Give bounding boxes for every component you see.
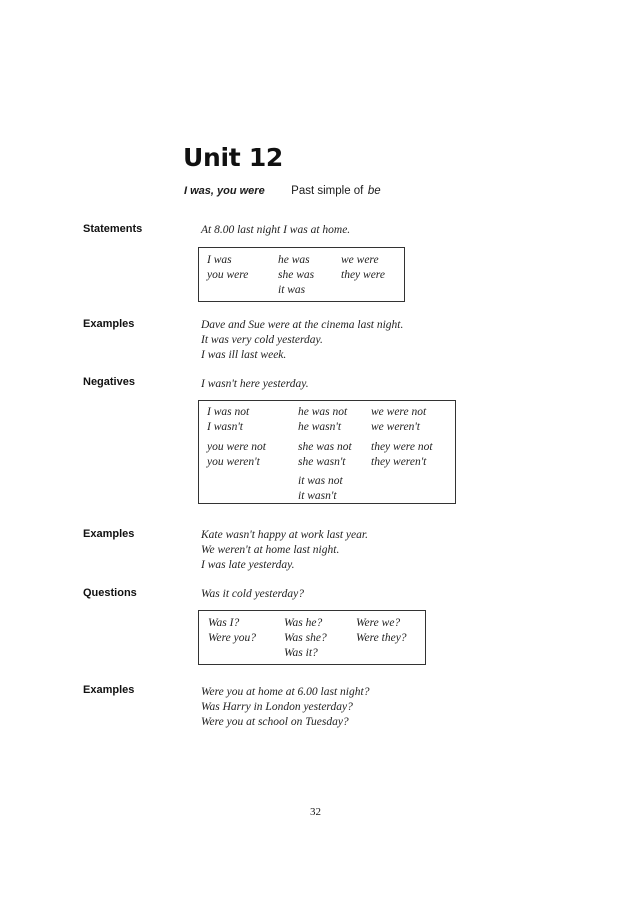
subtitle-be: be [367,185,381,197]
page-subtitle [184,181,381,199]
examples-label-1: Examples [83,318,135,330]
subtitle-plain: Past simple of [291,185,364,197]
questions-col3: Were we? Were they? [356,617,407,644]
questions-label: Questions [83,587,137,599]
questions-table [198,610,426,665]
negatives-row2-col1: you were not you weren't [207,441,266,468]
statements-label: Statements [83,223,143,235]
statements-col2: he was she was it was [278,254,315,296]
negatives-row3-col2: it was not it wasn't [298,475,343,502]
examples-label-3: Examples [83,684,135,696]
examples-list-2: Kate wasn't happy at work last year. We weren't at home last night. I was late yesterday. [201,529,368,571]
statements-intro: At 8.00 last night I was at home. [201,224,351,236]
negatives-intro: I wasn't here yesterday. [201,378,309,390]
negatives-row1-col1: I was not I wasn't [207,406,250,433]
page-title: Unit 12 [183,143,284,172]
questions-col1: Was I? Were you? [208,617,257,644]
negatives-row1-col2: he was not he wasn't [298,406,348,433]
questions-intro: Was it cold yesterday? [201,588,304,600]
examples-label-2: Examples [83,528,135,540]
statements-col3: we were they were [341,254,385,281]
page-number: 32 [310,806,321,818]
subtitle-italic: I was, you were [184,185,265,197]
questions-col2: Was he? Was she? Was it? [284,617,327,659]
statements-table [198,247,405,302]
examples-list-1: Dave and Sue were at the cinema last night. It was very cold yesterday. I was ill last week. [201,319,404,361]
negatives-label: Negatives [83,376,135,388]
negatives-row2-col3: they were not they weren't [371,441,433,468]
negatives-table [198,400,456,504]
statements-col1: I was you were [207,254,249,281]
negatives-row1-col3: we were not we weren't [371,406,427,433]
negatives-row2-col2: she was not she wasn't [298,441,352,468]
examples-list-3: Were you at home at 6.00 last night? Was Harry in London yesterday? Were you at school on Tuesday? [201,686,370,728]
